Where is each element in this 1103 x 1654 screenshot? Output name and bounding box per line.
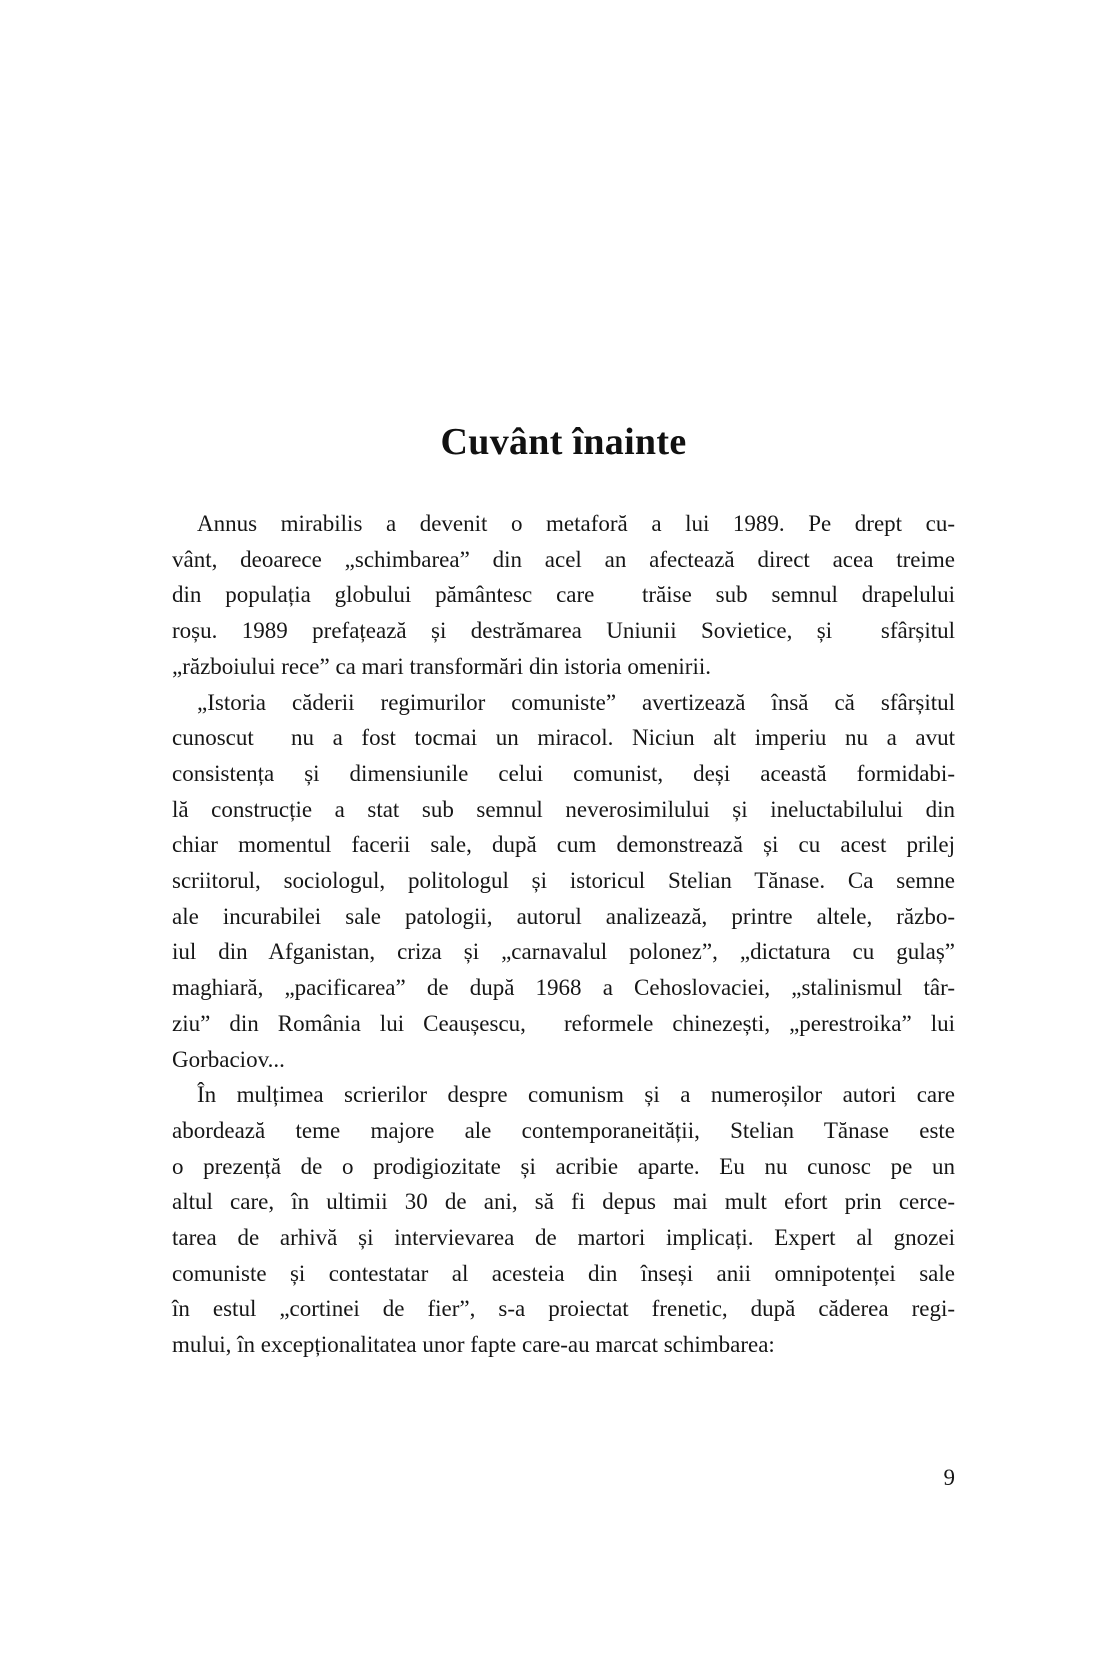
text-line: altul care, în ultimii 30 de ani, să fi depus mai mult efort prin cerce- xyxy=(172,1189,955,1215)
text-line: tarea de arhivă și intervievarea de martori implicați. Expert al gnozei xyxy=(172,1225,955,1251)
page-title: Cuvânt înainte xyxy=(440,421,687,463)
text-line: maghiară, „pacificarea” de după 1968 a Cehoslovaciei, „stalinismul târ- xyxy=(172,975,955,1001)
body-text xyxy=(172,506,955,1363)
text-line: mului, în excepționalitatea unor fapte care-au marcat schimbarea: xyxy=(172,1332,775,1358)
text-line: lă construcție a stat sub semnul neverosimilului și ineluctabilului din xyxy=(172,796,955,822)
paragraph xyxy=(172,1077,955,1363)
text-line: ale incurabilei sale patologii, autorul analizează, printre altele, războ- xyxy=(172,903,955,929)
paragraph xyxy=(172,506,955,685)
text-line: vânt, deoarece „schimbarea” din acel an afectează direct acea treime xyxy=(172,546,955,572)
text-line: scriitorul, sociologul, politologul și istoricul Stelian Tănase. Ca semne xyxy=(172,868,955,894)
text-line: din populația globului pământesc care trăise sub semnul drapelului xyxy=(172,582,955,608)
text-line: ziu” din România lui Ceaușescu, reformele chinezești, „perestroika” lui xyxy=(172,1010,955,1036)
text-line: cunoscut nu a fost tocmai un miracol. Niciun alt imperiu nu a avut xyxy=(172,725,955,751)
page-number: 9 xyxy=(943,1465,955,1490)
text-line: consistența și dimensiunile celui comunist, deși această formidabi- xyxy=(172,760,955,786)
text-line: Gorbaciov... xyxy=(172,1046,285,1072)
text-line: iul din Afganistan, criza și „carnavalul polonez”, „dictatura cu gulaș” xyxy=(172,939,955,965)
text-line: „Istoria căderii regimurilor comuniste” avertizează însă că sfârșitul xyxy=(197,689,955,715)
text-line: În mulțimea scrierilor despre comunism și a numeroșilor autori care xyxy=(197,1082,955,1108)
text-block xyxy=(172,0,955,1363)
text-line: comuniste și contestatar al acesteia din înseși anii omnipotenței sale xyxy=(172,1260,955,1286)
text-line: în estul „cortinei de fier”, s-a proiectat frenetic, după căderea regi- xyxy=(172,1296,955,1322)
text-line: abordează teme majore ale contemporaneității, Stelian Tănase este xyxy=(172,1117,955,1143)
paragraph xyxy=(172,685,955,1078)
text-line: o prezență de o prodigiozitate și acribie aparte. Eu nu cunosc pe un xyxy=(172,1153,955,1179)
text-line: Annus mirabilis a devenit o metaforă a lui 1989. Pe drept cu- xyxy=(197,511,955,536)
text-line: „războiului rece” ca mari transformări din istoria omenirii. xyxy=(172,653,711,679)
text-line: chiar momentul facerii sale, după cum demonstrează și cu acest prilej xyxy=(172,832,955,858)
text-line: roșu. 1989 prefațează și destrămarea Uniunii Sovietice, și sfârșitul xyxy=(172,618,955,644)
